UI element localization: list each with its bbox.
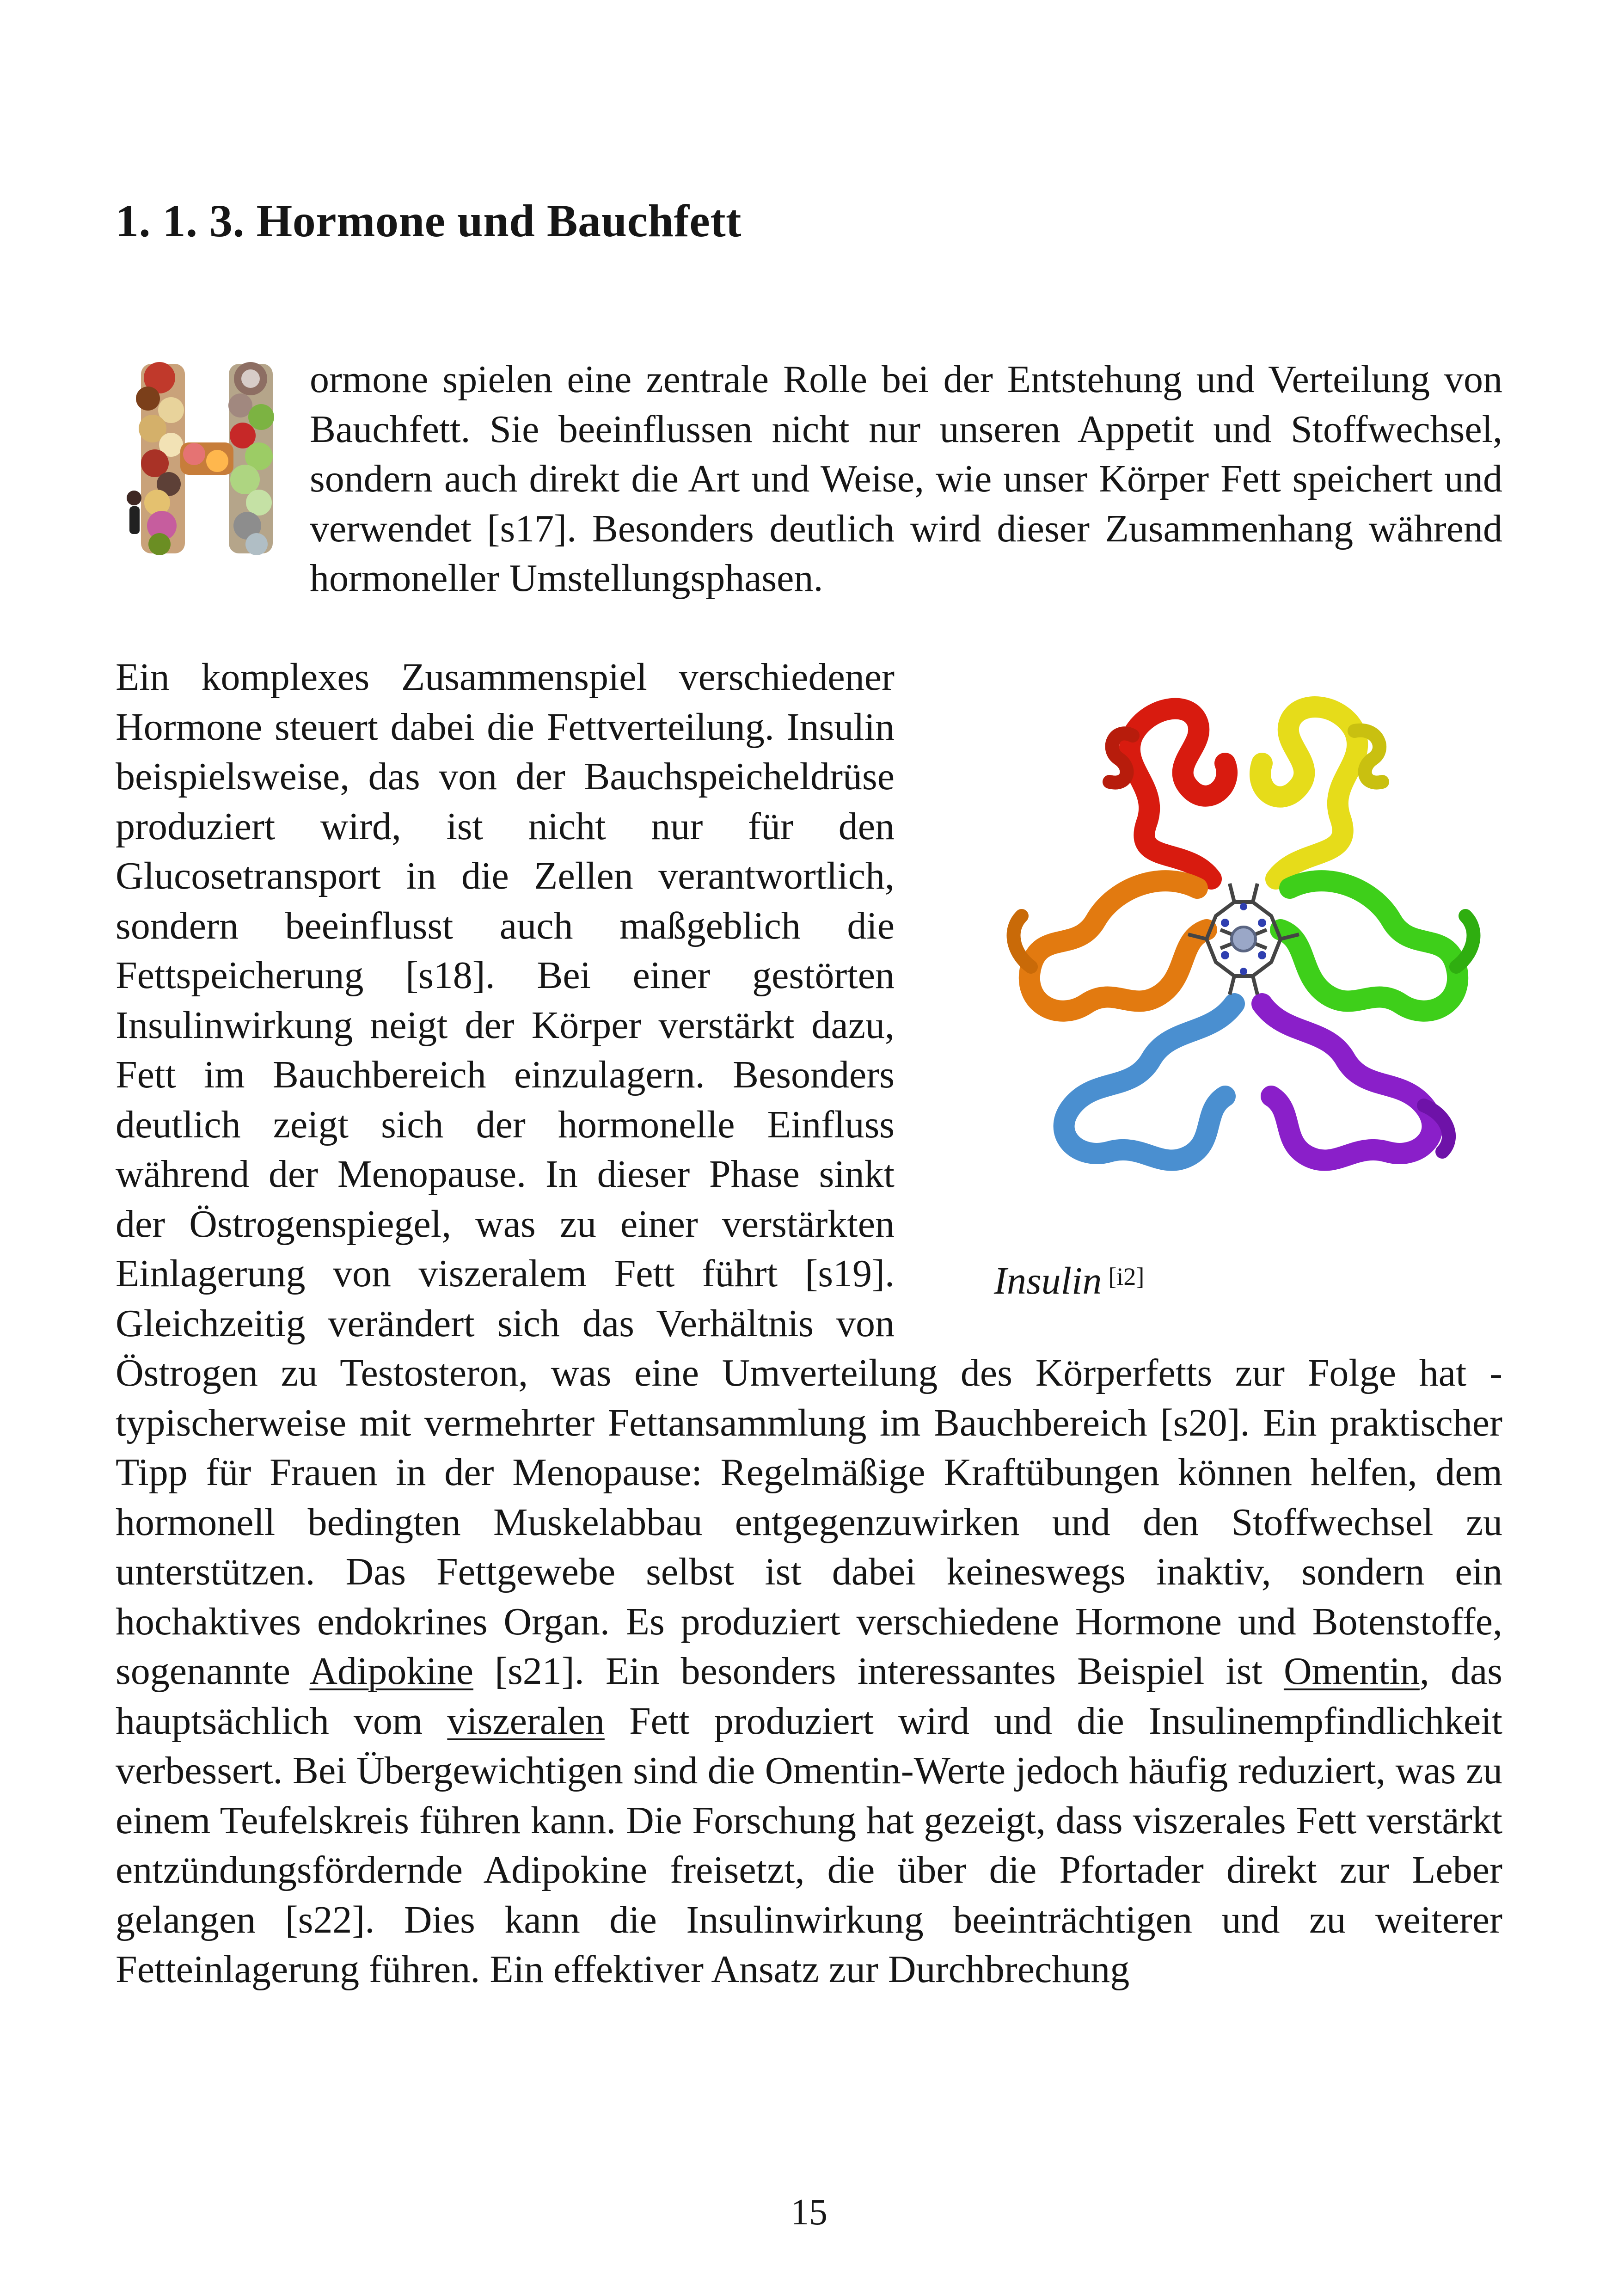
figure-caption <box>994 1253 1502 1309</box>
main-text-part2: [s21]. Ein besonders interessantes Beispiel ist <box>495 1650 1263 1693</box>
intro-paragraph-text: ormone spielen eine zentrale Rolle bei der Entstehung und Verteilung von Bauchfett. Sie beeinflussen nicht nur unseren Appetit und Stoffwechsel, sondern auch direkt die Art und Weise, wie unser Körper Fett speichert und verwendet [s17]. Besonders deutlich wird dieser Zusammenhang während hormoneller Umstellungsphasen. <box>310 358 1502 600</box>
page-number: 15 <box>791 2192 827 2233</box>
figure-caption-text: Insulin <box>994 1259 1102 1302</box>
drop-cap-food-letter-h <box>116 359 296 558</box>
main-text-part1: Ein komplexes Zusammenspiel verschiedener Hormone steuert dabei die Fettverteilung. Insulin beispielsweise, das von der Bauchspeicheldrüse produziert wird, ist nicht nur für den Glucosetransport in die Zellen verantwortlich, sondern beeinflusst auch maßgeblich die Fettspeicherung [s18]. Bei einer gestörten Insulinwirkung neigt der Körper verstärkt dazu, Fett im Bauchbereich einzulagern. Besonders deutlich zeigt sich der hormonelle Einfluss während der Menopause. In dieser Phase sinkt der Östrogenspiegel, was zu einer verstärkten Einlagerung von viszeralem Fett führt [s19]. Gleichzeitig verändert sich das Verhältnis von Östrogen zu Testosteron, was eine Umverteilung des Körperfetts zur Folge hat - typischerweise mit vermehrter Fettansammlung im Bauchbereich [s20]. Ein praktischer Tipp für Frauen in der Menopause: Regelmäßige Kraftübungen können helfen, dem hormonell bedingten Muskelabbau entgegenzuwirken und den Stoffwechsel zu unterstützen. Das Fettgewebe selbst ist dabei keineswegs inaktiv, sondern ein hochaktives endokrines Organ. Es produziert verschiedene Hormone und Botenstoffe, sogenannte <box>116 656 1502 1693</box>
main-text-part3: , das hauptsächlich vom <box>116 1650 1503 1743</box>
insulin-figure <box>994 652 1502 1348</box>
main-paragraph <box>116 652 1502 1995</box>
figure-reference: [i2] <box>1108 1263 1145 1290</box>
link-adipokine[interactable]: Adipokine <box>309 1650 474 1693</box>
intro-paragraph <box>116 355 1502 603</box>
link-viszeralen[interactable]: viszeralen <box>447 1699 605 1743</box>
link-omentin[interactable]: Omentin <box>1283 1650 1420 1693</box>
insulin-molecule-image <box>994 671 1502 1216</box>
main-text-part4: Fett produziert wird und die Insulinempfindlichkeit verbessert. Bei Übergewichtigen sind die Omentin-Werte jedoch häufig reduziert, was zu einem Teufelskreis führen kann. Die Forschung hat gezeigt, dass viszerales Fett verstärkt entzündungsfördernde Adipokine freisetzt, die über die Pfortader direkt zur Leber gelangen [s22]. Dies kann die Insulinwirkung beeinträchtigen und zu weiterer Fetteinlagerung führen. Ein effektiver Ansatz zur Durchbrechung <box>116 1699 1503 1991</box>
section-heading: 1. 1. 3. Hormone und Bauchfett <box>116 195 742 246</box>
food-letter-h-image <box>116 359 296 558</box>
